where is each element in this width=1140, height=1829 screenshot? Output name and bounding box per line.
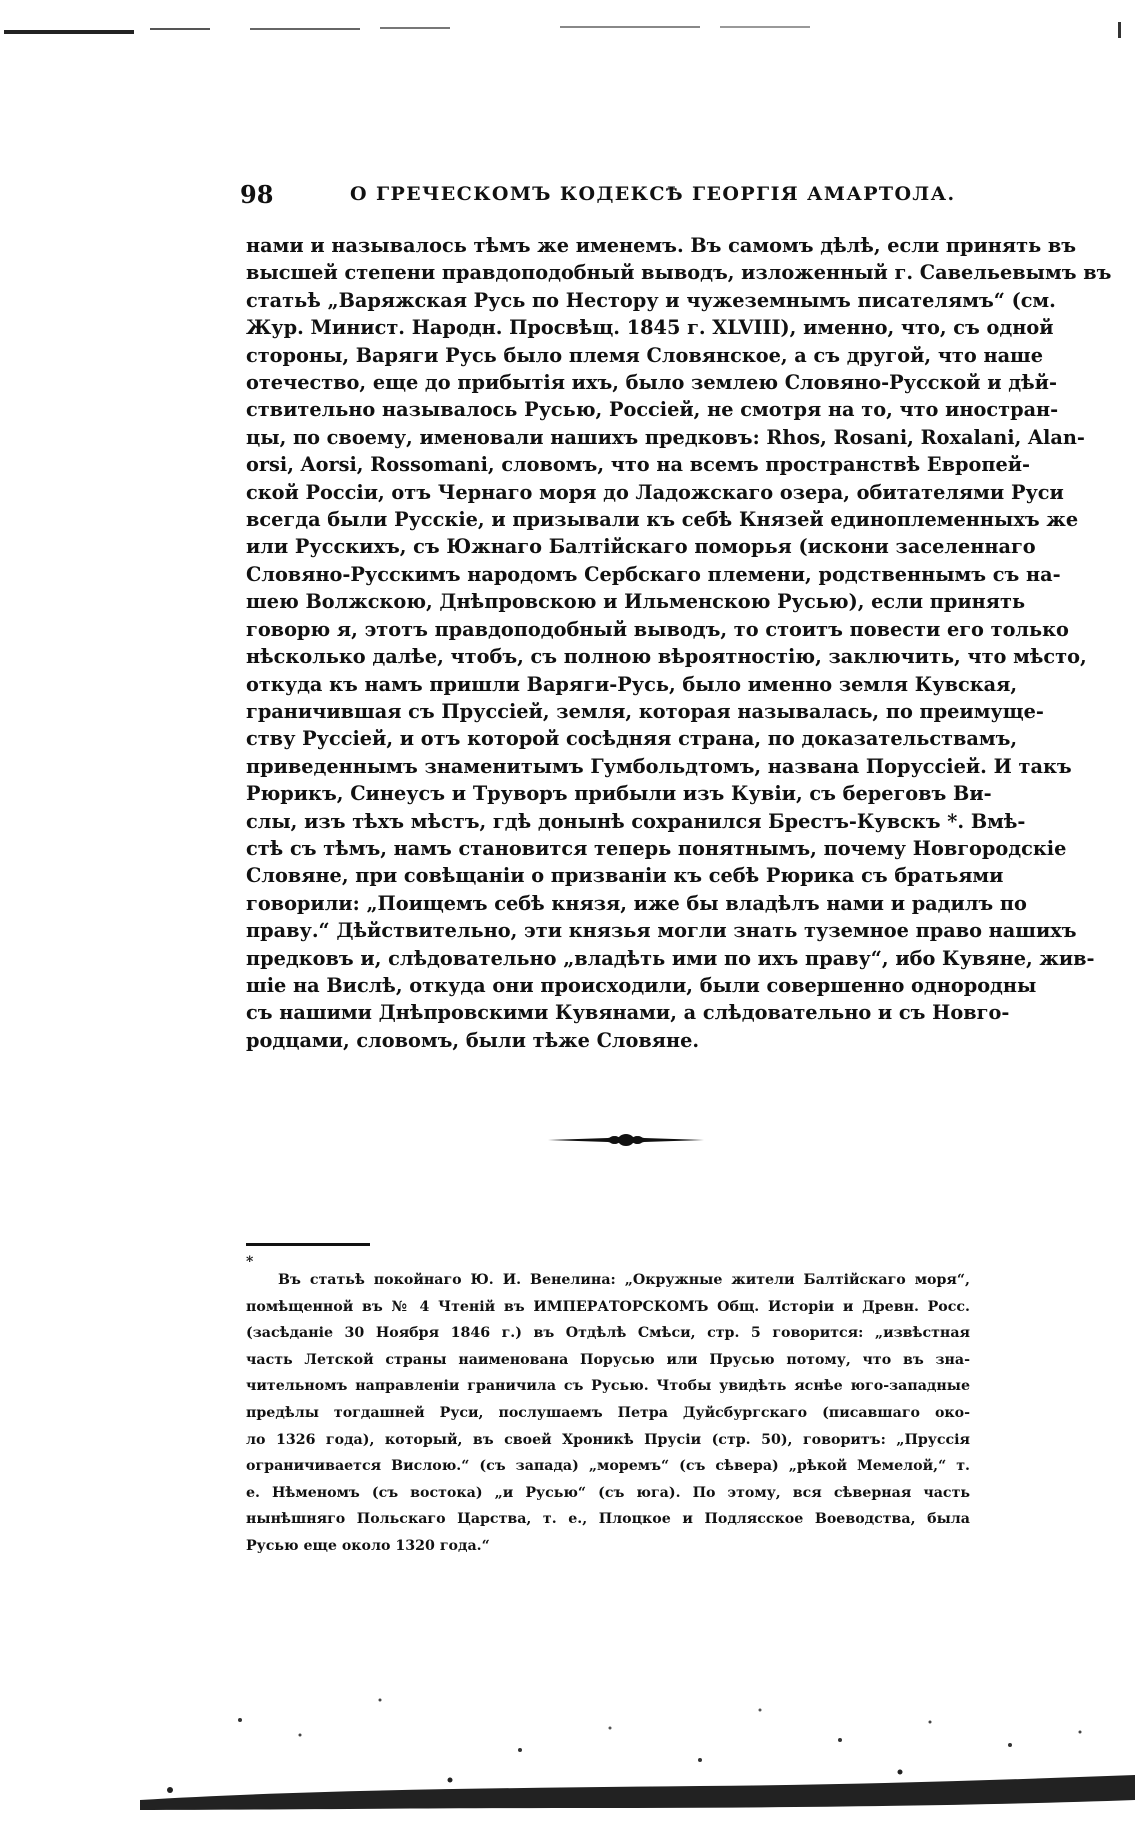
running-title: О ГРЕЧЕСКОМЪ КОДЕКСѢ ГЕОРГІЯ АМАРТОЛА. <box>350 183 956 205</box>
footnote-line: Въ статьѣ покойнаго Ю. И. Венелина: „Окружные жители Балтійскаго моря“, <box>278 1272 970 1288</box>
footnote-line: предѣлы тогдашней Руси, послушаемъ Петра Дуйсбургскаго (писавшаго око- <box>246 1404 970 1421</box>
body-line: всегда были Русскіе, и призывали къ себѣ Князей единоплеменныхъ же <box>246 508 1079 532</box>
body-line: говорили: „Поищемъ себѣ князя, иже бы владѣлъ нами и радилъ по <box>246 891 1027 915</box>
body-line: говорю я, этотъ правдоподобный выводъ, то стоитъ повести его только <box>246 617 1069 641</box>
body-line: съ нашими Днѣпровскими Кувянами, а слѣдовательно и съ Новго- <box>246 1001 1010 1025</box>
footnote-line: чительномъ направленіи граничила съ Русью. Чтобы увидѣть яснѣе юго-западные <box>246 1378 970 1395</box>
body-line: ствительно называлось Русью, Россіей, не смотря на то, что иностран- <box>246 398 1059 422</box>
ornament-divider <box>548 1133 704 1147</box>
body-line: ской Россіи, отъ Чернаго моря до Ладожскаго озера, обитателями Руси <box>246 480 1064 504</box>
body-line: цы, по своему, именовали нашихъ предковъ: Rhos, Rosani, Roxalani, Alan- <box>246 425 1085 449</box>
page-number: 98 <box>240 180 274 209</box>
body-line: высшей степени правдоподобный выводъ, изложенный г. Савельевымъ въ <box>246 261 1112 285</box>
body-line: orsi, Aorsi, Rossomani, словомъ, что на всемъ пространствѣ Европей- <box>246 453 1031 477</box>
body-line: предковъ и, слѣдовательно „владѣть ими по ихъ праву“, ибо Кувяне, жив- <box>246 946 1095 970</box>
body-line: слы, изъ тѣхъ мѣстъ, гдѣ донынѣ сохранился Брестъ-Кувскъ *. Вмѣ- <box>246 809 1026 833</box>
body-line: граничившая съ Пруссіей, земля, которая называлась, по преимуще- <box>246 699 1044 723</box>
body-line: родцами, словомъ, были тѣже Словяне. <box>246 1028 700 1052</box>
body-line: откуда къ намъ пришли Варяги-Русь, было именно земля Кувская, <box>246 672 1018 696</box>
body-line: Жур. Минист. Народн. Просвѣщ. 1845 г. XLVIII), именно, что, съ одной <box>246 316 1054 340</box>
body-line: праву.“ Дѣйствительно, эти князья могли знать туземное право нашихъ <box>246 919 1077 943</box>
footnote-line: нынѣшняго Польскаго Царства, т. е., Плоцкое и Подлясское Воеводства, была <box>246 1511 970 1528</box>
footnote-line: Русью еще около 1320 года.“ <box>246 1537 490 1554</box>
body-line: шею Волжскою, Днѣпровскою и Ильменскою Русью), если принять <box>246 590 1026 614</box>
footnote <box>246 1267 970 1560</box>
footnote-rule <box>246 1243 370 1246</box>
body-line: стороны, Варяги Русь было племя Словянское, а съ другой, что наше <box>246 343 1044 367</box>
scan-bottom-edge <box>0 1640 1140 1829</box>
body-text <box>246 232 1112 1054</box>
footnote-line: помѣщенной въ № 4 Чтеній въ ИМПЕРАТОРСКОМЪ Общ. Исторіи и Древн. Росс. <box>246 1298 970 1315</box>
body-line: отечество, еще до прибытія ихъ, было землею Словяно-Русской и дѣй- <box>246 371 1057 395</box>
body-line: или Русскихъ, съ Южнаго Балтійскаго поморья (искони заселеннаго <box>246 535 1036 559</box>
body-line: ству Руссіей, и отъ которой сосѣдняя страна, по доказательствамъ, <box>246 727 1018 751</box>
footnote-marker: * <box>246 1254 254 1270</box>
footnote-line: е. Нѣменомъ (съ востока) „и Русью“ (съ юга). По этому, вся сѣверная часть <box>246 1484 970 1501</box>
footnote-line: (засѣданіе 30 Ноября 1846 г.) въ Отдѣлѣ Смѣси, стр. 5 говорится: „извѣстная <box>246 1325 970 1342</box>
body-line: стѣ съ тѣмъ, намъ становится теперь понятнымъ, почему Новгородскіе <box>246 836 1067 860</box>
body-line: нами и называлось тѣмъ же именемъ. Въ самомъ дѣлѣ, если принять въ <box>246 234 1077 257</box>
running-head <box>240 180 960 210</box>
scan-top-edge <box>0 0 1140 60</box>
body-line: Словяно-Русскимъ народомъ Сербскаго племени, родственнымъ съ на- <box>246 562 1061 586</box>
body-line: Словяне, при совѣщаніи о призваніи къ себѣ Рюрика съ братьями <box>246 864 1004 888</box>
footnote-line: ло 1326 года), который, въ своей Хроникѣ Прусіи (стр. 50), говоритъ: „Пруссія <box>246 1431 970 1448</box>
body-line: Рюрикъ, Синеусъ и Труворъ прибыли изъ Кувіи, съ береговъ Ви- <box>246 782 992 806</box>
body-line: нѣсколько далѣе, чтобъ, съ полною вѣроятностію, заключить, что мѣсто, <box>246 645 1087 669</box>
body-line: шіе на Вислѣ, откуда они происходили, были совершенно однородны <box>246 973 1037 997</box>
body-line: статьѣ „Варяжская Русь по Нестору и чужеземнымъ писателямъ“ (см. <box>246 288 1056 312</box>
footnote-line: часть Летской страны наименована Порусью или Прусью потому, что въ зна- <box>246 1351 970 1368</box>
body-line: приведеннымъ знаменитымъ Гумбольдтомъ, названа Поруссіей. И такъ <box>246 754 1072 778</box>
footnote-line: ограничивается Вислою.“ (съ запада) „моремъ“ (съ сѣвера) „рѣкой Мемелой,“ т. <box>246 1458 970 1475</box>
